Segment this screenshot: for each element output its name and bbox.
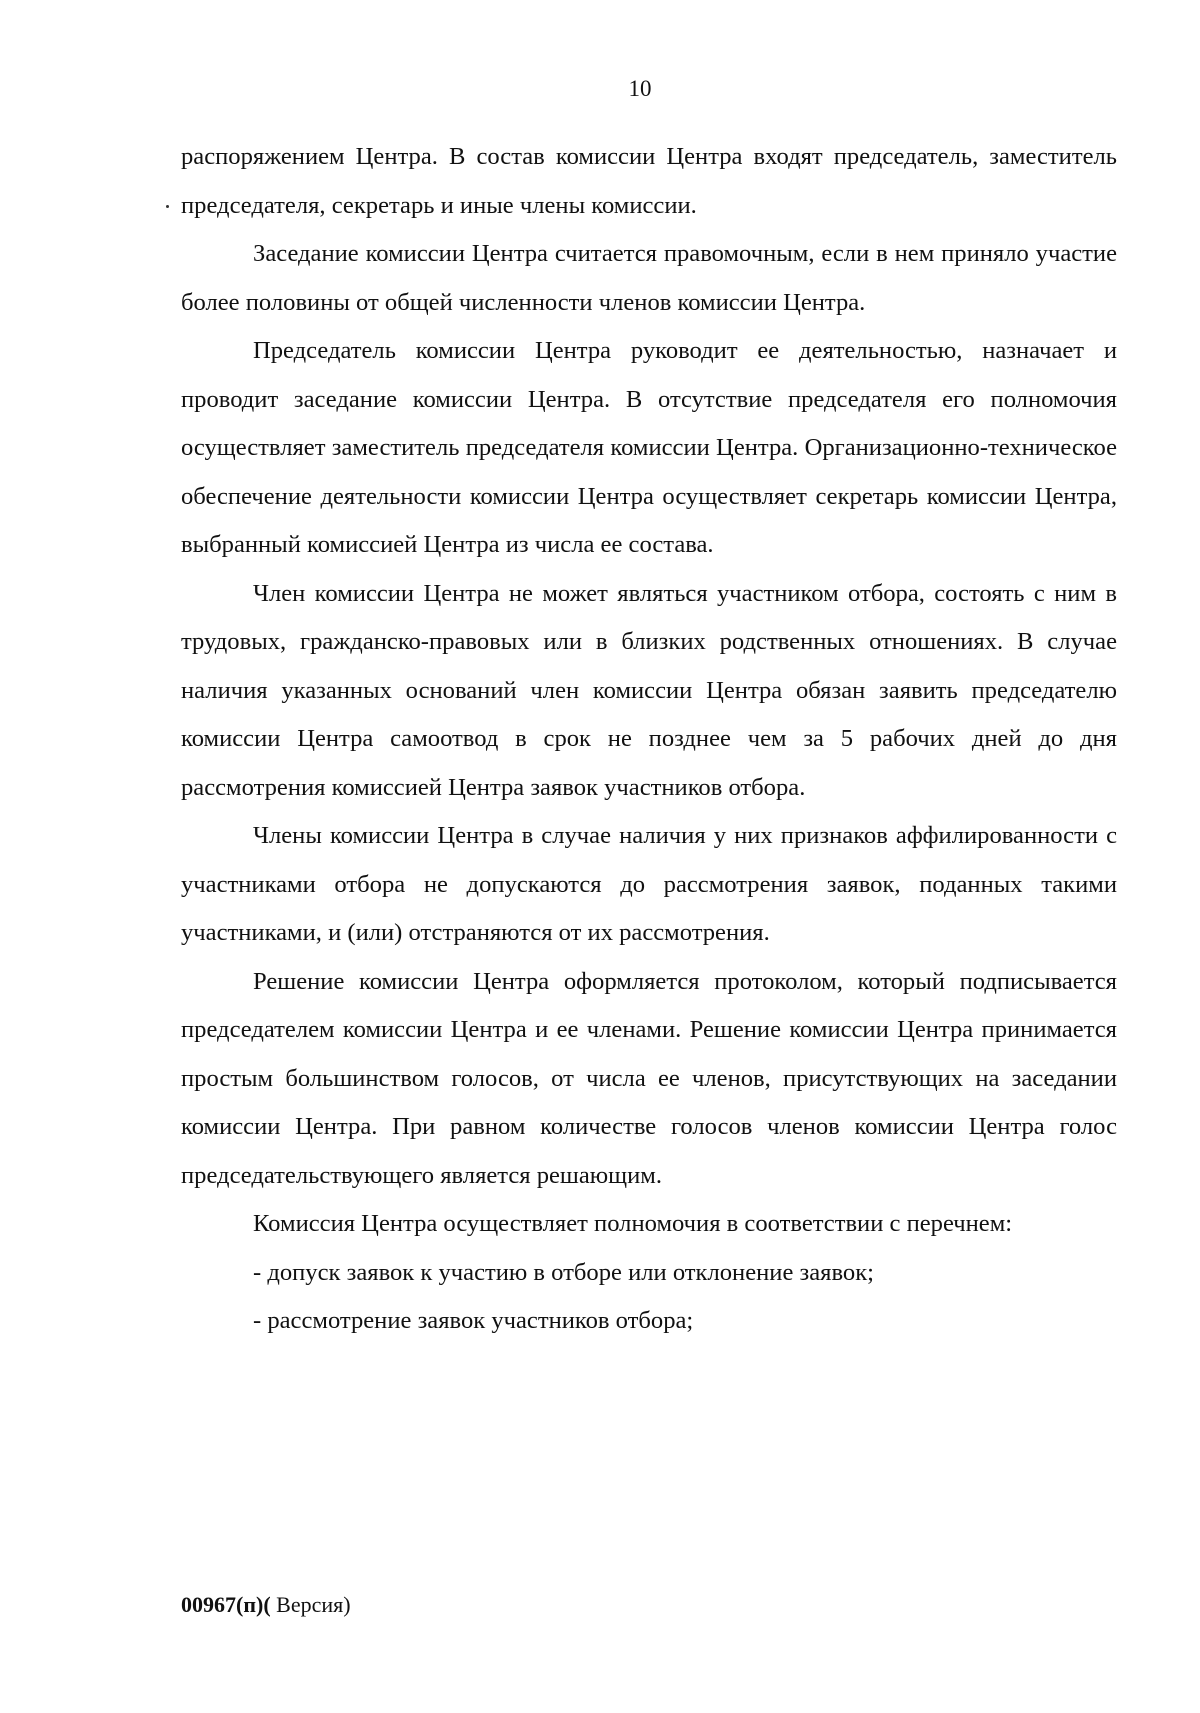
paragraph-quorum: Заседание комиссии Центра считается правомочным, если в нем приняло участие более половины от общей численности членов комиссии Центра. xyxy=(181,240,1117,316)
list-item-admission: - допуск заявок к участию в отборе или отклонение заявок; xyxy=(253,1258,874,1286)
paragraph-affiliation: Члены комиссии Центра в случае наличия у них признаков аффилированности с участниками отбора не допускаются до рассмотрения заявок, поданных такими участниками, и (или) отстраняются от их рассмотрения. xyxy=(181,822,1117,946)
paragraph-continuation: распоряжением Центра. В состав комиссии Центра входят председатель, заместитель председателя, секретарь и иные члены комиссии. xyxy=(181,143,1117,219)
paragraph-decision: Решение комиссии Центра оформляется протоколом, который подписывается председателем комиссии Центра и ее членами. Решение комиссии Центра принимается простым большинством голосов, от числа ее членов, присутствующих на заседании комиссии Центра. При равном количестве голосов членов комиссии Центра голос председательствующего является решающим. xyxy=(181,967,1117,1189)
document-footer-code xyxy=(181,1592,351,1618)
page-number: 10 xyxy=(628,76,652,101)
list-item-review: - рассмотрение заявок участников отбора; xyxy=(253,1307,694,1334)
footer-code: 00967(п)( xyxy=(181,1592,271,1617)
scan-speck xyxy=(166,205,169,208)
paragraph-chairman: Председатель комиссии Центра руководит ее деятельностью, назначает и проводит заседание комиссии Центра. В отсутствие председателя его полномочия осуществляет заместитель председателя комиссии Центра. Организационно-техническое обеспечение деятельности комиссии Центра осуществляет секретарь комиссии Центра, выбранный комиссией Центра из числа ее состава. xyxy=(181,337,1117,558)
paragraph-conflict-of-interest: Член комиссии Центра не может являться участником отбора, состоять с ним в трудовых, гражданско-правовых или в близких родственных отношениях. В случае наличия указанных оснований член комиссии Центра обязан заявить председателю комиссии Центра самоотвод в срок не позднее чем за 5 рабочих дней до дня рассмотрения комиссией Центра заявок участников отбора. xyxy=(181,579,1117,801)
footer-version: Версия) xyxy=(270,1592,351,1617)
paragraph-powers-intro: Комиссия Центра осуществляет полномочия в соответствии с перечнем: xyxy=(253,1210,1013,1237)
document-body xyxy=(181,133,1117,1346)
